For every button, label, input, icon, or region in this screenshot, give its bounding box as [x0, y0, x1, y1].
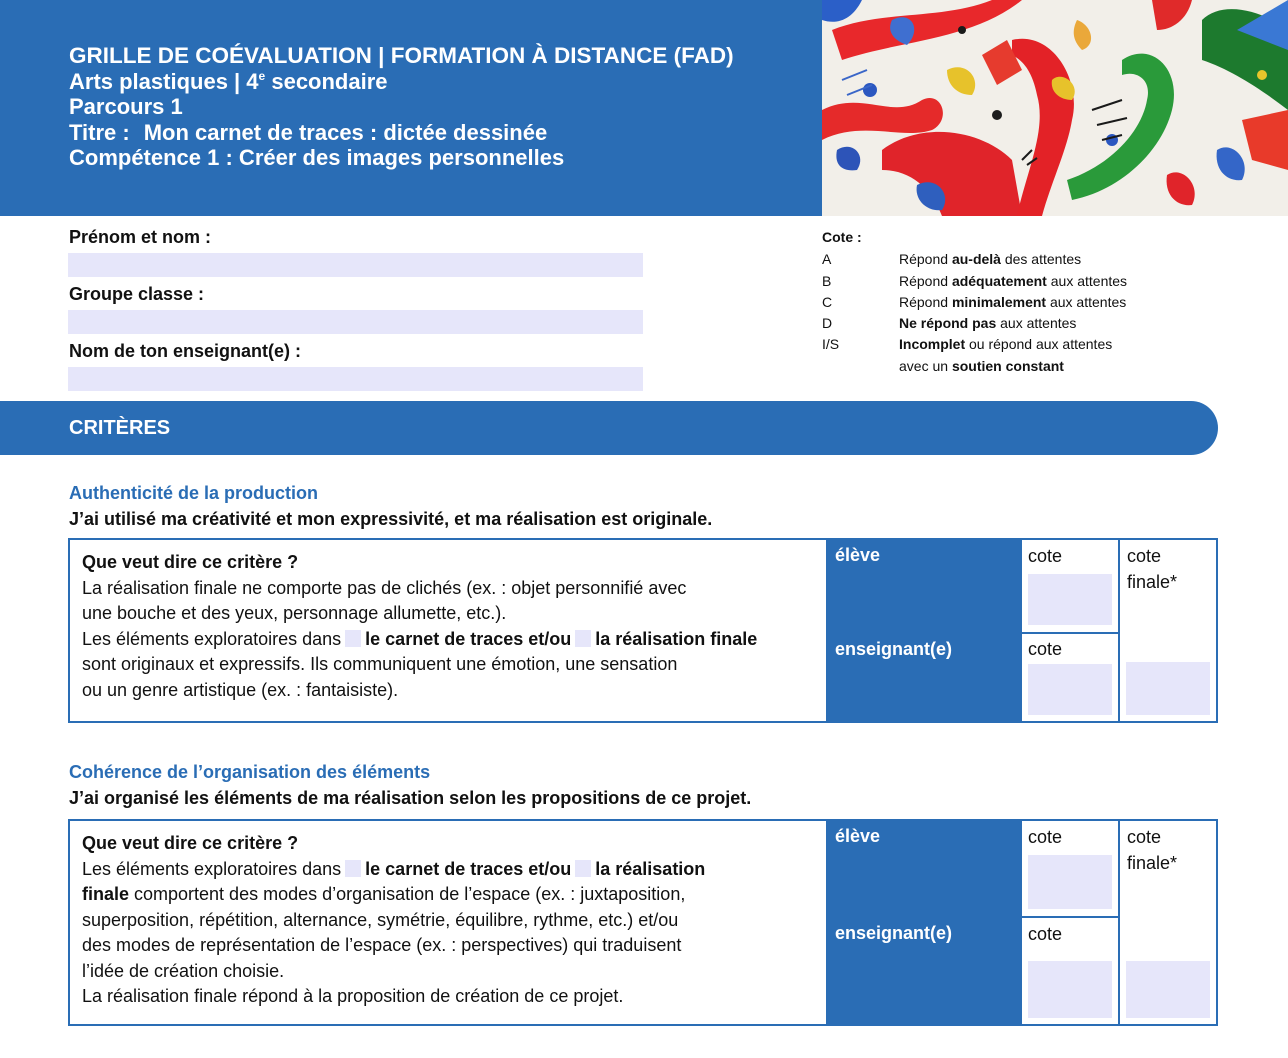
carnet-checkbox[interactable] — [345, 630, 361, 647]
row-divider — [826, 632, 1118, 634]
legend-row — [822, 356, 1262, 377]
legend-row — [822, 292, 1262, 313]
realisation-option-label-cont: finale — [82, 884, 130, 904]
criterion-line: La réalisation finale ne comporte pas de clichés (ex. : objet personnifié avec — [82, 577, 687, 598]
titre-line — [69, 120, 734, 146]
criterion-box — [68, 819, 1218, 1026]
student-grade-input[interactable] — [1028, 574, 1112, 625]
criterion-title: Cohérence de l’organisation des éléments — [69, 762, 431, 782]
legend-row — [822, 334, 1262, 355]
student-label: élève — [835, 545, 881, 565]
legend-code: D — [822, 315, 833, 332]
teacher-label: enseignant(e) — [835, 639, 953, 659]
student-cote-label: cote — [1028, 827, 1063, 847]
legend-desc — [899, 356, 1262, 377]
final-cote-qualifier: finale* — [1127, 572, 1178, 592]
criterion-subtitle: J’ai organisé les éléments de ma réalisation selon les propositions de ce projet. — [69, 788, 752, 808]
legend-desc — [899, 334, 1262, 355]
abstract-painting — [822, 0, 1288, 216]
header-text — [69, 43, 734, 171]
teacher-grade-input[interactable] — [1028, 961, 1112, 1018]
criterion-line: ou un genre artistique (ex. : fantaisiste). — [82, 679, 399, 700]
teacher-cell — [826, 918, 1020, 1026]
legend-desc-bold: Ne répond pas — [899, 315, 997, 332]
criterion-title: Authenticité de la production — [69, 483, 319, 503]
legend-desc-post: ou répond aux attentes — [965, 336, 1113, 353]
criterion-explanation — [82, 831, 822, 1010]
realisation-checkbox[interactable] — [575, 630, 591, 647]
teacher-input[interactable] — [68, 367, 643, 391]
legend-desc-post: aux attentes — [1046, 293, 1127, 310]
row-divider — [826, 916, 1118, 918]
criterion-line: sont originaux et expressifs. Ils communiquent une émotion, une sensation — [82, 654, 678, 674]
criterion-question: Que veut dire ce critère ? — [82, 552, 299, 572]
criterion-line-text: Les éléments exploratoires dans — [82, 628, 342, 649]
criterion-question: Que veut dire ce critère ? — [82, 833, 299, 853]
legend-desc-bold: adéquatement — [951, 272, 1047, 289]
subject-text: Arts plastiques | 4 — [69, 68, 259, 94]
column-divider — [1118, 540, 1120, 721]
legend-code: I/S — [822, 336, 840, 353]
legend-desc-pre: avec un — [899, 357, 952, 374]
criterion-line — [82, 882, 822, 908]
criterion-line: superposition, répétition, alternance, symétrie, équilibre, rythme, etc.) et/ou — [82, 909, 679, 930]
final-grade-input[interactable] — [1126, 961, 1210, 1018]
student-label: élève — [835, 826, 881, 846]
criterion-box — [68, 538, 1218, 723]
teacher-cote-label: cote — [1028, 924, 1063, 944]
legend-desc-post: des attentes — [1000, 251, 1082, 268]
legend-desc — [899, 271, 1262, 292]
student-cell — [826, 821, 1020, 916]
student-grade-input[interactable] — [1028, 855, 1112, 909]
teacher-cell — [826, 634, 1020, 723]
legend-desc — [899, 292, 1262, 313]
criterion-line: des modes de représentation de l’espace (ex. : perspectives) qui traduisent — [82, 935, 682, 955]
final-grade-input[interactable] — [1126, 662, 1210, 715]
criterion-line: l’idée de création choisie. — [82, 960, 285, 981]
student-cote-label: cote — [1028, 546, 1063, 566]
student-cell — [826, 540, 1020, 632]
legend-code: B — [822, 272, 832, 289]
legend-title: Cote : — [822, 229, 862, 245]
criterion-line — [82, 627, 822, 653]
carnet-option-label: le carnet de traces et/ou — [365, 858, 572, 879]
criterion-subtitle: J’ai utilisé ma créativité et mon expressivité, et ma réalisation est originale. — [69, 509, 713, 529]
subject-line — [69, 69, 734, 95]
legend-desc-bold: Incomplet — [899, 336, 966, 353]
column-divider — [1020, 540, 1022, 721]
realisation-option-label: la réalisation finale — [595, 628, 758, 649]
final-cote-label — [1127, 543, 1177, 595]
competence-line: Compétence 1 : Créer des images personnelles — [69, 145, 565, 170]
group-input[interactable] — [68, 310, 643, 334]
titre-label: Titre : — [69, 119, 130, 145]
criteria-banner — [0, 401, 1218, 455]
parcours-line: Parcours 1 — [69, 94, 183, 119]
final-cote-word: cote — [1127, 546, 1162, 566]
header-banner — [0, 0, 822, 216]
criterion-explanation — [82, 550, 822, 703]
grade-superscript: e — [258, 68, 266, 83]
legend-code: A — [822, 251, 832, 268]
teacher-cote-label: cote — [1028, 639, 1063, 659]
column-divider — [1020, 821, 1022, 1024]
final-cote-word: cote — [1127, 827, 1162, 847]
header-artwork-image — [822, 0, 1288, 216]
criteria-heading: CRITÈRES — [69, 417, 171, 439]
legend-desc-pre: Répond — [899, 251, 952, 268]
legend-desc — [899, 249, 1262, 270]
legend-desc-bold: au-delà — [951, 251, 1001, 268]
teacher-grade-input[interactable] — [1028, 664, 1112, 715]
legend-desc — [899, 313, 1262, 334]
subject-level: secondaire — [265, 68, 388, 94]
criterion-line — [82, 857, 822, 883]
legend-desc-pre: Répond — [899, 272, 952, 289]
carnet-option-label: le carnet de traces et/ou — [365, 628, 572, 649]
grading-legend — [822, 227, 1262, 377]
legend-desc-post: aux attentes — [1046, 272, 1128, 289]
name-input[interactable] — [68, 253, 643, 277]
legend-desc-pre: Répond — [899, 293, 952, 310]
titre-value: Mon carnet de traces : dictée dessinée — [143, 119, 548, 145]
legend-desc-post: aux attentes — [996, 315, 1077, 332]
criterion-line-text: comportent des modes d’organisation de l’espace (ex. : juxtaposition, — [129, 884, 686, 904]
legend-code: C — [822, 293, 833, 310]
carnet-checkbox[interactable] — [345, 860, 361, 877]
teacher-label: Nom de ton enseignant(e) : — [69, 341, 302, 361]
teacher-label: enseignant(e) — [835, 923, 953, 943]
legend-code-empty — [822, 356, 899, 377]
legend-desc-bold: soutien constant — [951, 357, 1064, 374]
realisation-option-label: la réalisation — [595, 858, 706, 879]
document-title: GRILLE DE COÉVALUATION | FORMATION À DISTANCE (FAD) — [69, 43, 734, 68]
name-label: Prénom et nom : — [69, 227, 212, 247]
legend-row — [822, 313, 1262, 334]
legend-row — [822, 271, 1262, 292]
group-label: Groupe classe : — [69, 284, 205, 304]
criterion-line: une bouche et des yeux, personnage allumette, etc.). — [82, 603, 507, 623]
final-cote-label — [1127, 824, 1177, 876]
criterion-line-text: Les éléments exploratoires dans — [82, 858, 342, 879]
final-cote-qualifier: finale* — [1127, 853, 1178, 873]
legend-desc-bold: minimalement — [951, 293, 1047, 310]
criterion-line: La réalisation finale répond à la proposition de création de ce projet. — [82, 986, 624, 1006]
legend-row — [822, 249, 1262, 270]
column-divider — [1118, 821, 1120, 1024]
realisation-checkbox[interactable] — [575, 860, 591, 877]
